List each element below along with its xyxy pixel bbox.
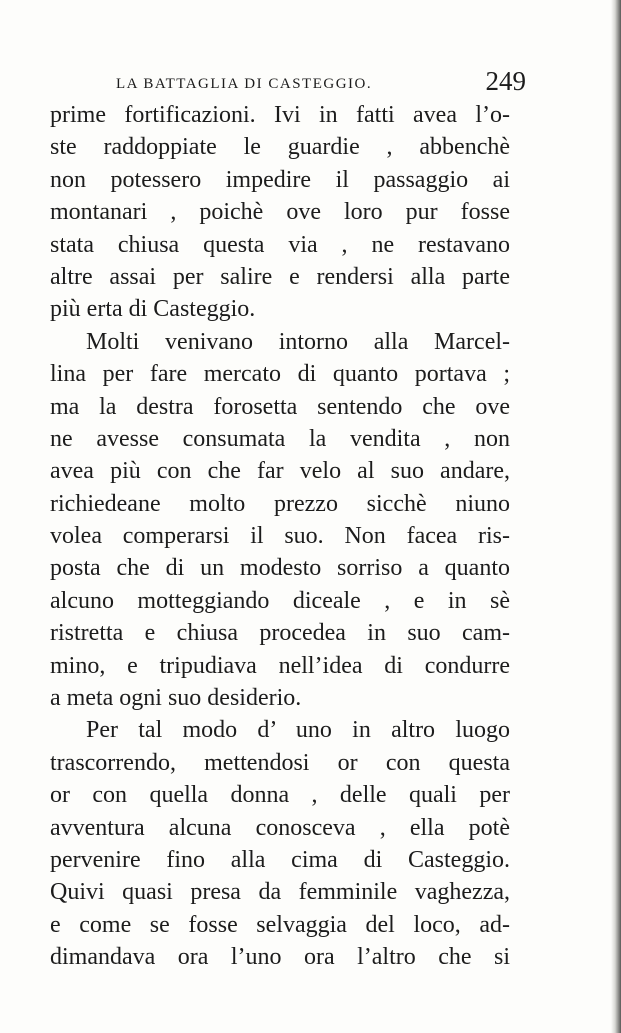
text-line: lina per fare mercato di quanto portava ;: [50, 361, 510, 388]
text-line: richiedeane molto prezzo sicchè niuno: [50, 490, 510, 517]
text-line: ste raddoppiate le guardie , abbenchè: [50, 134, 510, 161]
text-line: or con quella donna , delle quali per: [50, 782, 510, 809]
text-line: ne avesse consumata la vendita , non: [50, 425, 510, 452]
text-line: mino, e tripudiava nell’idea di condurre: [50, 652, 510, 679]
text-line: non potessero impedire il passaggio ai: [50, 166, 510, 193]
text-line: Per tal modo d’ uno in altro luogo: [86, 717, 510, 744]
page-header: [116, 66, 526, 102]
text-line: ma la destra forosetta sentendo che ove: [50, 393, 510, 420]
text-line: dimandava ora l’uno ora l’altro che si: [50, 944, 510, 971]
text-line: a meta ogni suo desiderio.: [50, 685, 302, 712]
body-text: [50, 99, 510, 974]
text-line: Quivi quasi presa da femminile vaghezza,: [50, 879, 510, 906]
text-line: trascorrendo, mettendosi or con questa: [50, 749, 510, 776]
text-line: pervenire fino alla cima di Casteggio.: [50, 846, 510, 873]
page-spine-edge: [611, 0, 621, 1033]
text-line: avventura alcuna conosceva , ella potè: [50, 814, 510, 841]
text-line: avea più con che far velo al suo andare,: [50, 458, 510, 485]
page-number: 249: [485, 66, 526, 96]
text-line: altre assai per salire e rendersi alla parte: [50, 263, 510, 290]
text-line: e come se fosse selvaggia del loco, ad-: [50, 911, 510, 938]
text-line: alcuno motteggiando diceale , e in sè: [50, 587, 510, 614]
text-line: prime fortificazioni. Ivi in fatti avea l’o-: [50, 102, 510, 128]
text-line: volea comperarsi il suo. Non facea ris-: [50, 523, 510, 550]
text-line: posta che di un modesto sorriso a quanto: [50, 555, 510, 582]
running-title: LA BATTAGLIA DI CASTEGGIO.: [116, 76, 373, 92]
text-line: Molti venivano intorno alla Marcel-: [86, 328, 510, 355]
text-line: ristretta e chiusa procedea in suo cam-: [50, 620, 510, 647]
text-line: più erta di Casteggio.: [50, 296, 256, 323]
text-line: stata chiusa questa via , ne restavano: [50, 231, 510, 258]
text-line: montanari , poichè ove loro pur fosse: [50, 199, 510, 226]
